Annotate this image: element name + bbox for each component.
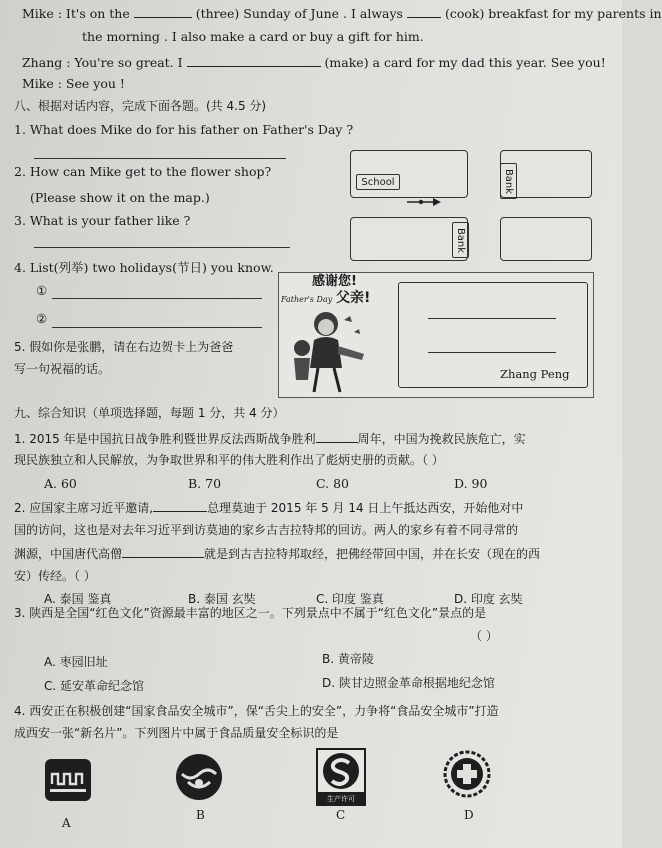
answer-line-q4-2[interactable]: [52, 327, 262, 328]
s9-q3-line1: 3. 陕西是全国“红色文化”资源最丰富的地区之一。下列景点中不属于“红色文化”景点的是: [14, 606, 487, 620]
dialogue-mike-line2: the morning . I also make a card or buy a gift for him.: [82, 29, 424, 44]
answer-line-q3[interactable]: [34, 247, 290, 248]
s9-q4-line1: 4. 西安正在积极创建“国家食品安全城市”，保“舌尖上的安全”，力争将“食品安全城市”打造: [14, 704, 499, 718]
bank-text: Bank: [455, 227, 466, 253]
s9-q1-opt-c[interactable]: C. 80: [316, 476, 349, 491]
text: 周年，中国为挽救民族危亡，实: [357, 432, 526, 446]
card-line-1[interactable]: [428, 318, 556, 319]
s9-q2-line2: 国的访问，这也是对去年习近平到访莫迪的家乡古吉拉特邦的回访。两人的家乡有着不同寻常的: [14, 523, 519, 537]
school-text: School: [361, 176, 395, 188]
section8-q2: 2. How can Mike get to the flower shop?: [14, 164, 272, 179]
s9-q2-opt-c[interactable]: C. 印度 鉴真: [316, 592, 384, 606]
s9-q3-opt-a[interactable]: A. 枣园旧址: [44, 655, 108, 669]
arrow-right-icon: [405, 195, 445, 209]
logo-b-icon[interactable]: [174, 752, 224, 802]
s9-q2-line4: 安）传经。（ ）: [14, 569, 96, 583]
s9-q4-line2: 成西安一张“新名片”。下列图片中属于食品质量安全标识的是: [14, 726, 339, 740]
section8-q5-line1: 5. 假如你是张鹏，请在右边贺卡上为爸爸: [14, 340, 234, 354]
s9-q1-line1: [14, 430, 526, 447]
card-fathers-day-text: Father's Day: [281, 295, 333, 304]
text: 1. 2015 年是中国抗日战争胜利暨世界反法西斯战争胜利: [14, 432, 316, 446]
dialogue-zhang-line: [22, 54, 606, 71]
dialogue-mike-line1: [22, 5, 662, 22]
logo-label-a: A: [62, 816, 71, 830]
s9-q1-opt-d[interactable]: D. 90: [454, 476, 488, 491]
text: Zhang : You're so great. I: [22, 55, 183, 70]
s9-q2-opt-a[interactable]: A. 泰国 鉴真: [44, 592, 112, 606]
s9-q2-line3: [14, 545, 540, 562]
card-line-2[interactable]: [428, 352, 556, 353]
text: (make) a card for my dad this year. See you!: [324, 55, 606, 70]
map-block-bottom-left: [350, 217, 468, 261]
blank[interactable]: [134, 5, 192, 18]
answer-line-q1[interactable]: [34, 158, 286, 159]
blank[interactable]: [122, 545, 204, 558]
text: (three) Sunday of June . I always: [195, 6, 403, 21]
bank-text: Bank: [503, 168, 514, 194]
s9-q1-opt-a[interactable]: A. 60: [44, 476, 77, 491]
bank-label-bottom: [452, 222, 469, 258]
s9-q3-opt-c[interactable]: C. 延安革命纪念馆: [44, 679, 145, 693]
logo-label-c: C: [336, 808, 346, 822]
logo-label-b: B: [196, 808, 205, 822]
card-thanks-text: 感谢您!: [312, 274, 357, 289]
section8-q4: 4. List(列举) two holidays(节日) you know.: [14, 260, 274, 275]
bank-label-top: [500, 163, 517, 199]
s9-q2-opt-b[interactable]: B. 泰国 玄奘: [188, 592, 256, 606]
text: 总理莫迪于 2015 年 5 月 14 日上午抵达西安，开始他对中: [207, 501, 524, 515]
q4-marker-1: ①: [36, 283, 48, 298]
logo-label-d: D: [464, 808, 474, 822]
s9-q3-opt-d[interactable]: D. 陕甘边照金革命根据地纪念馆: [322, 676, 495, 690]
blank[interactable]: [153, 499, 207, 512]
father-child-illustration: [284, 306, 380, 396]
blank[interactable]: [187, 54, 321, 67]
section8-q5-line2: 写一句祝福的话。: [14, 362, 111, 376]
section9-heading: 九、综合知识（单项选择题，每题 1 分，共 4 分）: [14, 406, 285, 420]
text: 就是到古吉拉特邦取经，把佛经带回中国，并在长安（现在的西: [204, 547, 541, 561]
s9-q1-opt-b[interactable]: B. 70: [188, 476, 222, 491]
logo-c-text: 生产许可: [327, 795, 355, 803]
logo-d-cross-icon[interactable]: [442, 748, 492, 800]
blank[interactable]: [316, 430, 358, 443]
school-label: [356, 174, 400, 190]
card-father-cn-text: 父亲!: [336, 290, 371, 306]
s9-q2-opt-d[interactable]: D. 印度 玄奘: [454, 592, 523, 606]
map-block-bottom-right: [500, 217, 592, 261]
text: (cook) breakfast for my parents in: [444, 6, 662, 21]
text: Mike : It's on the: [22, 6, 130, 21]
section8-q3: 3. What is your father like ?: [14, 213, 191, 228]
text: 2. 应国家主席习近平邀请,: [14, 501, 154, 515]
section8-q2-note: (Please show it on the map.): [30, 190, 210, 205]
q4-marker-2: ②: [36, 311, 48, 326]
logo-a-icon[interactable]: [44, 758, 92, 802]
logo-c-qs-icon[interactable]: [316, 748, 366, 806]
answer-line-q4-1[interactable]: [52, 298, 262, 299]
card-signature: Zhang Peng: [500, 367, 570, 381]
s9-q2-line1: [14, 499, 523, 516]
section8-heading: 八、根据对话内容，完成下面各题。(共 4.5 分): [14, 99, 267, 113]
blank[interactable]: [407, 5, 441, 18]
section8-q1: 1. What does Mike do for his father on Father's Day ?: [14, 122, 354, 137]
text: 渊源，中国唐代高僧: [14, 547, 123, 561]
s9-q3-opt-b[interactable]: B. 黄帝陵: [322, 652, 374, 666]
s9-q1-line2: 现民族独立和人民解放，为争取世界和平的伟大胜利作出了彪炳史册的贡献。（ ）: [14, 453, 444, 467]
dialogue-mike-end: Mike : See you !: [22, 76, 125, 91]
s9-q3-answer-paren: （ ）: [470, 629, 498, 643]
